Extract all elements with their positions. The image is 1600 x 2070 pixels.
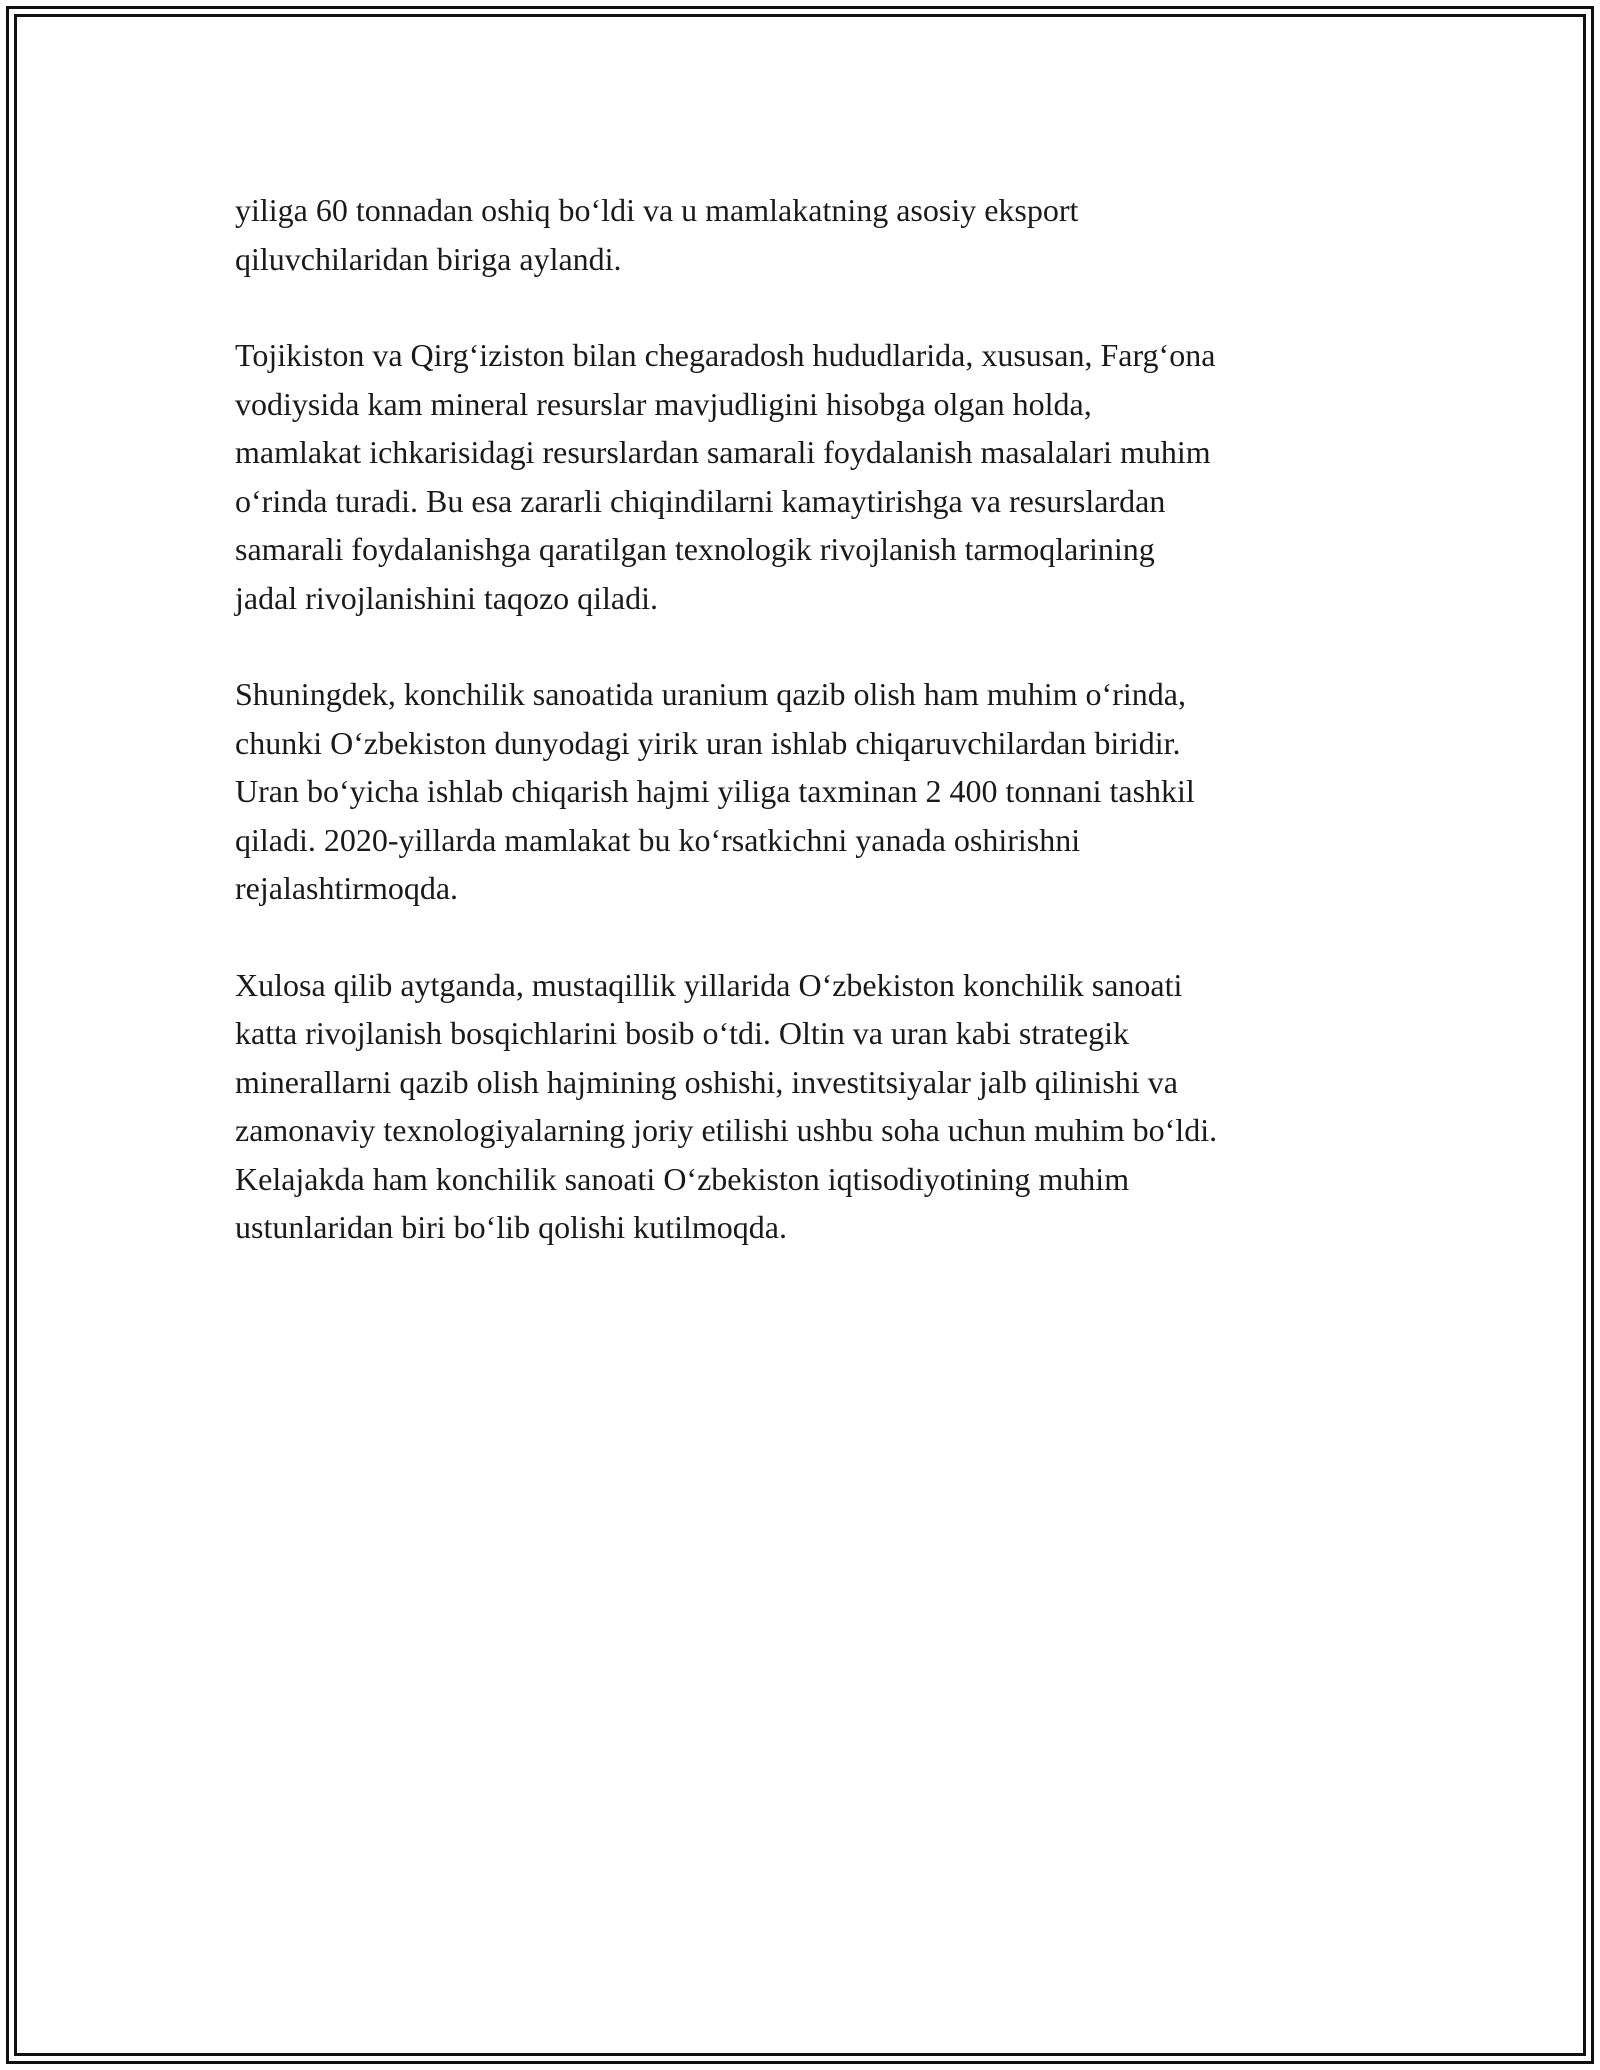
document-body (235, 186, 1395, 1300)
paragraph-conclusion: Xulosa qilib aytganda, mustaqillik yillarida O‘zbekiston konchilik sanoati katta rivojlanish bosqichlarini bosib o‘tdi. Oltin va uran kabi strategik minerallarni qazib olish hajmining oshishi, investitsiyalar jalb qilinishi va zamonaviy texnologiyalarning joriy etilishi ushbu soha uchun muhim bo‘ldi. Kelajakda ham konchilik sanoati O‘zbekiston iqtisodiyotining muhim ustunlaridan biri bo‘lib qolishi kutilmoqda. (235, 966, 1218, 1245)
paragraph-uranium: Shuningdek, konchilik sanoatida uranium qazib olish ham muhim o‘rinda, chunki O‘zbekiston dunyodagi yirik uran ishlab chiqaruvchilardan biridir. Uran bo‘yicha ishlab chiqarish hajmi yiliga taxminan 2 400 tonnani tashkil qiladi. 2020-yillarda mamlakat bu ko‘rsatkichni yanada oshirishni rejalashtirmoqda. (235, 676, 1195, 906)
paragraph-resources: Tojikiston va Qirg‘iziston bilan chegaradosh hududlarida, xususan, Farg‘ona vodiysida kam mineral resurslar mavjudligini hisobga olgan holda, mamlakat ichkarisidagi resurslardan samarali foydalanish masalalari muhim o‘rinda turadi. Bu esa zararli chiqindilarni kamaytirishga va resurslardan samarali foydalanishga qaratilgan texnologik rivojlanish tarmoqlarining jadal rivojlanishini taqozo qiladi. (235, 337, 1216, 616)
paragraph-export: yiliga 60 tonnadan oshiq bo‘ldi va u mamlakatning asosiy eksport qiluvchilaridan biriga aylandi. (235, 192, 1079, 277)
